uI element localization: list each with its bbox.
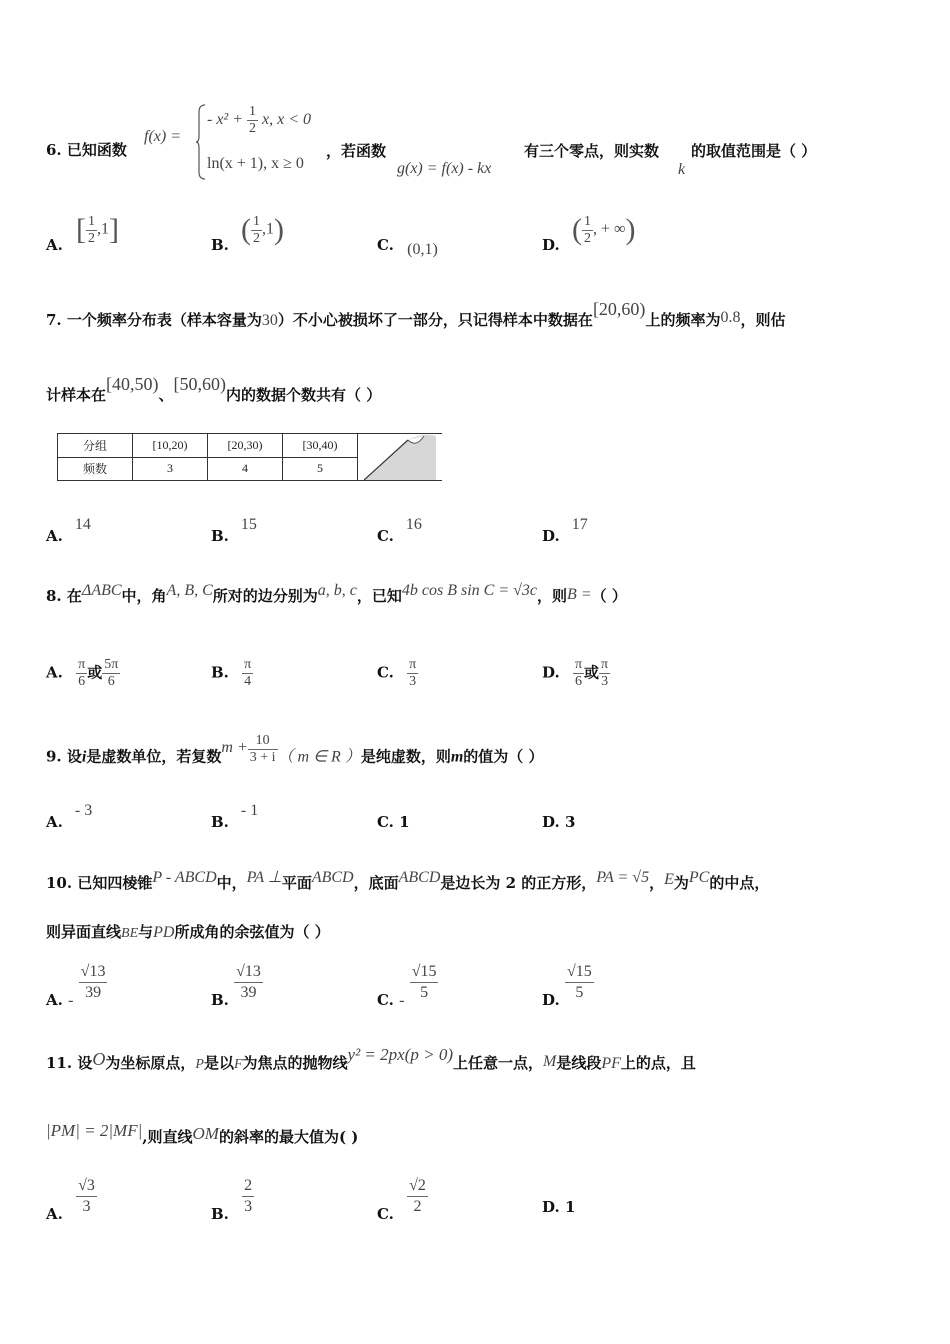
function-g: g(x) = f(x) - kx [397,160,492,177]
table-cell: 5 [283,457,358,481]
table-cell: 分组 [58,434,133,458]
option-a[interactable]: A. $\frac{√3}{3}$ [46,1177,95,1223]
question-6 [46,139,127,160]
question-text: 已知函数 [66,141,127,159]
function-f-label: f(x) = [144,128,181,145]
option-b[interactable]: B. [211,236,229,254]
torn-corner [358,434,443,481]
option-b[interactable]: B. $\frac{\pi}{4}$ [211,657,252,689]
option-c[interactable]: C. $\frac{\pi}{3}$ [377,657,417,689]
option-a[interactable]: A. - $\frac{√13}{39}$ [46,963,106,1009]
option-a[interactable]: A.14 [46,516,91,545]
option-c[interactable]: C. - $\frac{√15}{5}$ [377,963,437,1009]
question-8: 8. 在ΔABC中，角A, B, C所对的边分别为a, b, c，已知4b cos B sin C = √3c，则B =（ ） [46,582,627,605]
option-a-value: [ $\frac{1}{2}$ ,1] [76,213,119,246]
table-cell: 3 [133,457,208,481]
frequency-table [57,433,442,481]
option-b[interactable]: B.- 1 [211,802,259,831]
question-7: 7. 一个频率分布表（样本容量为30）不小心被损坏了一部分，只记得样本中数据在[20,60)上的频率为0.8，则估 [46,299,786,329]
option-a[interactable]: A. [46,236,63,254]
question-9: 9. 设i是虚数单位，若复数m + $\frac{10}{3 + i}$ （ m ∈ R ）是纯虚数，则m的值为（ ） [46,733,544,766]
question-7-line2: 计样本在[40,50)、[50,60)内的数据个数共有（ ） [46,374,382,404]
option-d-value: ( $\frac{1}{2}$ , + ∞) [572,213,636,246]
table-cell: [20,30) [208,434,283,458]
option-b-value: ( $\frac{1}{2}$ ,1) [241,213,284,246]
question-10: 10. 已知四棱锥P - ABCD中，PA ⊥平面ABCD，底面ABCD是边长为 2 的正方形，PA = √5，E为PC的中点， [46,869,770,892]
option-b[interactable]: B.15 [211,516,257,545]
question-11-line2: |PM| = 2|MF|,则直线OM的斜率的最大值为( ) [46,1121,359,1146]
option-c[interactable]: C. $\frac{√2}{2}$ [377,1177,426,1223]
option-d[interactable]: D. $\frac{\pi}{6}$ 或 $\frac{\pi}{3}$ [542,657,609,689]
option-c[interactable]: C. (0,1) [377,236,438,258]
question-10-line2: 则异面直线BE与PD所成角的余弦值为（ ） [46,923,330,941]
question-text: ，若函数 [326,142,387,160]
option-d[interactable]: D.17 [542,516,588,545]
option-c[interactable]: C. 1 [377,813,410,831]
option-d[interactable]: D. [542,236,560,254]
piecewise-case-2: ln(x + 1), x ≥ 0 [207,155,304,172]
option-b[interactable]: B. $\frac{√13}{39}$ [211,963,261,1009]
variable-k: k [678,161,686,178]
question-number: 6. [46,141,62,159]
option-b[interactable]: B. $\frac{2}{3}$ [211,1177,253,1223]
question-text: 有三个零点，则实数 [524,142,660,160]
option-a[interactable]: A. $\frac{\pi}{6}$ 或 $\frac{5\pi}{6}$ [46,657,119,689]
table-cell: 4 [208,457,283,481]
option-c[interactable]: C.16 [377,516,422,545]
option-d[interactable]: D. 1 [542,1198,576,1216]
question-11: 11. 设O为坐标原点，P是以F为焦点的抛物线y² = 2px(p > 0)上任意一点，M是线段PF上的点，且 [46,1045,696,1072]
option-d[interactable]: D. $\frac{√15}{5}$ [542,963,592,1009]
question-text: 的取值范围是（ ） [691,142,817,160]
table-cell: 频数 [58,457,133,481]
option-d[interactable]: D. 3 [542,813,576,831]
table-cell: [30,40) [283,434,358,458]
piecewise-case-1: - x² + $\frac{1}{2}$ x, x < 0 [207,104,312,136]
piecewise-brace [196,104,206,180]
table-cell: [10,20) [133,434,208,458]
option-a[interactable]: A.- 3 [46,802,93,831]
